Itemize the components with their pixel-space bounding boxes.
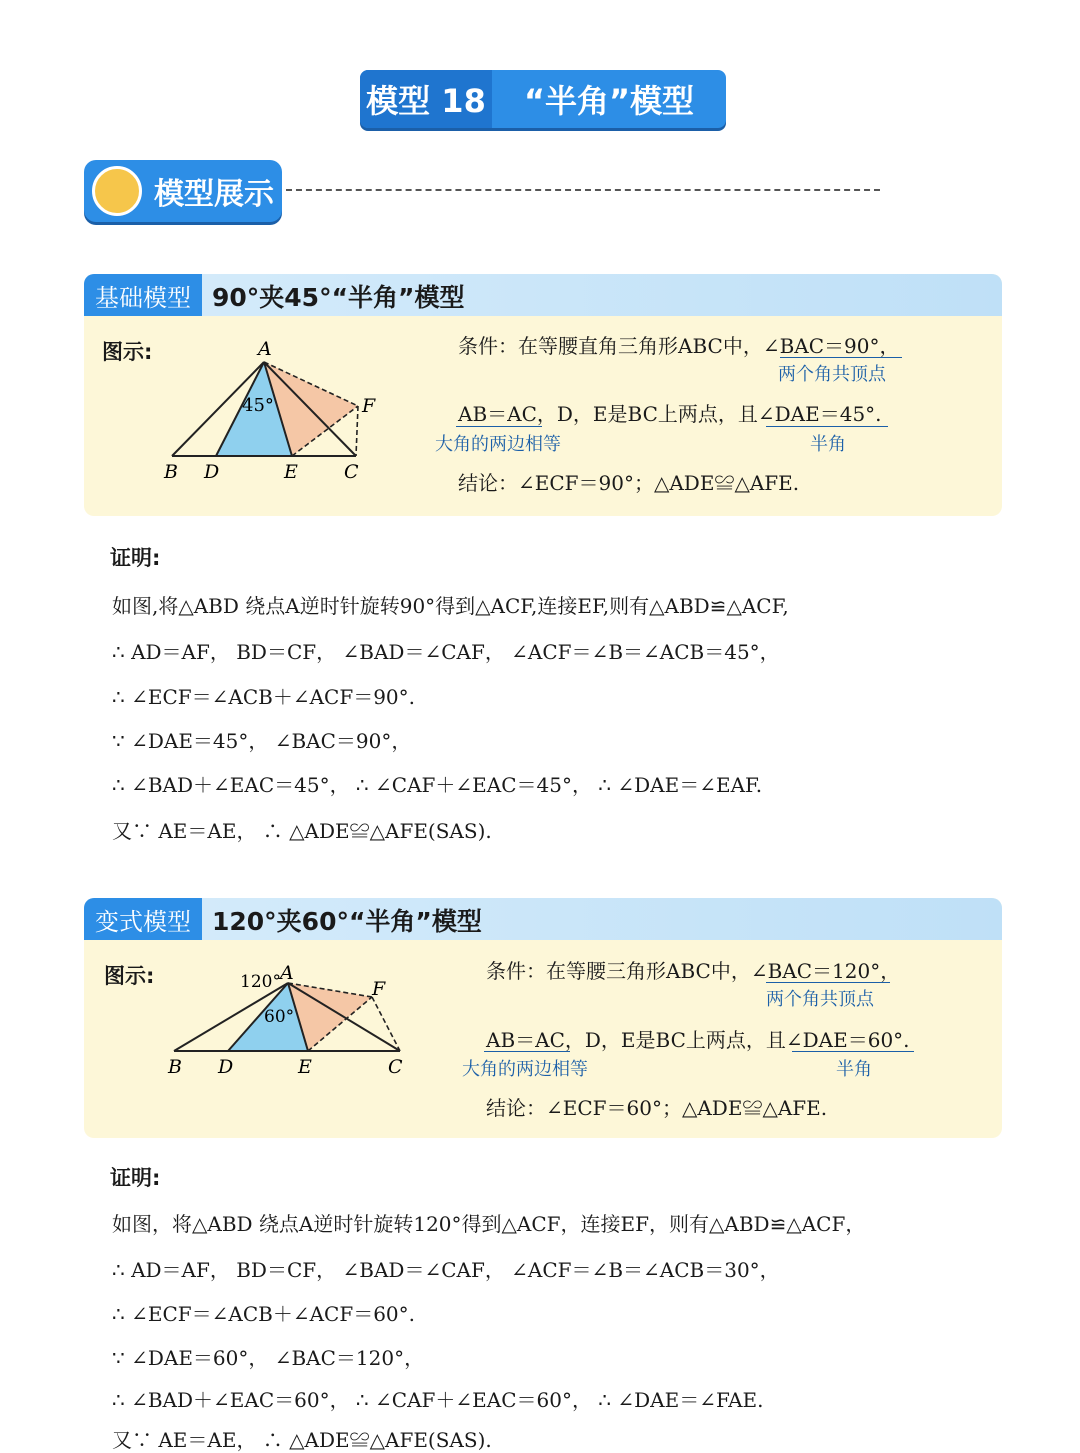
underline-3 bbox=[792, 1051, 914, 1052]
label-d: D bbox=[218, 1056, 234, 1078]
page-title-badge bbox=[360, 70, 726, 128]
conclusion: 结论：∠ECF＝90°；△ADE≌△AFE. bbox=[458, 471, 800, 495]
segment-fc bbox=[356, 406, 358, 456]
proof-line: ∴ AD＝AF， BD＝CF， ∠BAD＝∠CAF， ∠ACF＝∠B＝∠ACB＝30°， bbox=[112, 1258, 780, 1282]
proof-line: 又∵ AE＝AE， ∴ △ADE≌△AFE(SAS). bbox=[112, 819, 492, 843]
angle-label: 45° bbox=[242, 395, 274, 416]
model-number: 模型 18 bbox=[360, 70, 492, 128]
underline-3 bbox=[766, 426, 888, 427]
figure-label: 图示: bbox=[104, 964, 155, 988]
underline-1 bbox=[780, 357, 902, 358]
condition-line-2: AB＝AC，D，E是BC上两点，且∠DAE＝60°. bbox=[486, 1028, 910, 1052]
condition-line-2: AB＝AC，D，E是BC上两点，且∠DAE＝45°. bbox=[458, 402, 882, 426]
note-common-vertex: 两个角共顶点 bbox=[778, 364, 886, 385]
label-f: F bbox=[372, 978, 386, 1000]
angle-label: 60° bbox=[264, 1007, 295, 1027]
proof-line: ∴ ∠ECF＝∠ACB＋∠ACF＝60°. bbox=[112, 1302, 416, 1326]
label-e: E bbox=[298, 1056, 312, 1078]
note-common-vertex: 两个角共顶点 bbox=[766, 989, 874, 1010]
note-half-angle: 半角 bbox=[836, 1059, 872, 1080]
underline-1 bbox=[766, 982, 890, 983]
note-half-angle: 半角 bbox=[810, 434, 846, 455]
proof-line: ∴ ∠ECF＝∠ACB＋∠ACF＝90°. bbox=[112, 685, 416, 709]
section-heading-label: 模型展示 bbox=[154, 177, 274, 212]
section-heading bbox=[84, 160, 282, 222]
proof-line: ∴ ∠BAD＋∠EAC＝60°， ∴ ∠CAF＋∠EAC＝60°， ∴ ∠DAE＝∠FAE. bbox=[112, 1388, 764, 1412]
label-a: A bbox=[280, 962, 294, 984]
label-e: E bbox=[284, 461, 298, 483]
conclusion: 结论：∠ECF＝60°；△ADE≌△AFE. bbox=[486, 1096, 828, 1120]
note-equal-sides: 大角的两边相等 bbox=[462, 1059, 588, 1080]
label-c: C bbox=[344, 461, 359, 483]
proof-label: 证明: bbox=[110, 546, 161, 570]
proof-line: ∵ ∠DAE＝60°， ∠BAC＝120°， bbox=[112, 1346, 425, 1370]
panel-tag: 基础模型 bbox=[84, 274, 202, 316]
variant-model-figure bbox=[160, 955, 410, 1085]
shapes-icon bbox=[92, 166, 142, 216]
label-d: D bbox=[204, 461, 220, 483]
proof-label: 证明: bbox=[110, 1166, 161, 1190]
proof-line: ∵ ∠DAE＝45°， ∠BAC＝90°， bbox=[112, 729, 412, 753]
panel-title: 120°夹60°“半角”模型 bbox=[212, 907, 482, 936]
basic-model-figure bbox=[150, 330, 390, 490]
proof-line: ∴ AD＝AF， BD＝CF， ∠BAD＝∠CAF， ∠ACF＝∠B＝∠ACB＝45°， bbox=[112, 640, 780, 664]
note-equal-sides: 大角的两边相等 bbox=[435, 434, 561, 455]
section-divider bbox=[286, 189, 880, 191]
condition-line-1: 条件：在等腰三角形ABC中，∠BAC＝120°， bbox=[486, 959, 901, 983]
condition-line-1: 条件：在等腰直角三角形ABC中，∠BAC＝90°， bbox=[458, 334, 900, 358]
panel-title: 90°夹45°“半角”模型 bbox=[212, 283, 465, 312]
label-f: F bbox=[362, 395, 376, 417]
angle-label-top: 120° bbox=[240, 972, 281, 992]
proof-line: 又∵ AE＝AE， ∴ △ADE≌△AFE(SAS). bbox=[112, 1428, 492, 1452]
underline-2 bbox=[484, 1051, 570, 1052]
label-a: A bbox=[258, 338, 272, 360]
proof-line: 如图，将△ABD 绕点A逆时针旋转120°得到△ACF，连接EF，则有△ABD≌△ACF， bbox=[112, 1212, 866, 1236]
label-b: B bbox=[168, 1056, 182, 1078]
label-b: B bbox=[164, 461, 178, 483]
panel-tag: 变式模型 bbox=[84, 898, 202, 940]
label-c: C bbox=[388, 1056, 403, 1078]
figure-label: 图示: bbox=[102, 340, 153, 364]
proof-line: ∴ ∠BAD＋∠EAC＝45°， ∴ ∠CAF＋∠EAC＝45°， ∴ ∠DAE＝∠EAF. bbox=[112, 773, 763, 797]
underline-2 bbox=[456, 426, 542, 427]
model-name: “半角”模型 bbox=[523, 82, 695, 120]
proof-line: 如图,将△ABD 绕点A逆时针旋转90°得到△ACF,连接EF,则有△ABD≌△ACF, bbox=[112, 594, 789, 618]
